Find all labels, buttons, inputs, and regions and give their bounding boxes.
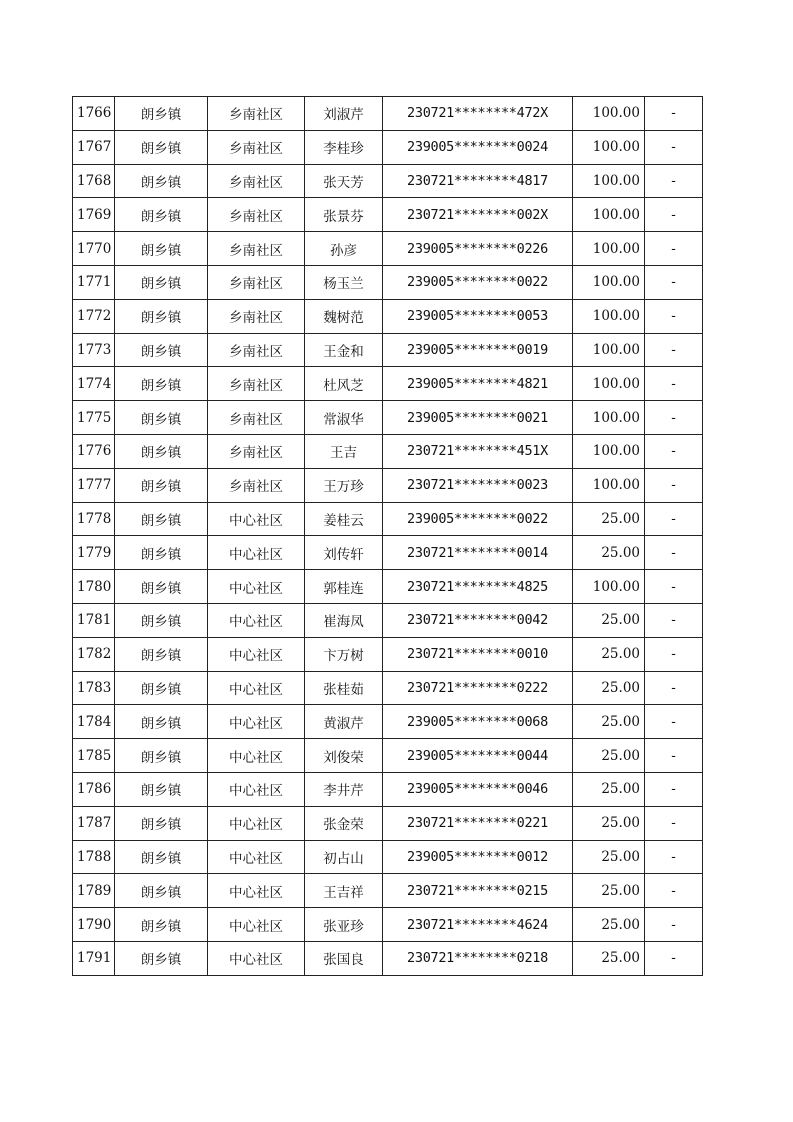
cell-person-name: 初占山: [305, 840, 383, 874]
cell-community: 乡南社区: [208, 130, 305, 164]
cell-community: 乡南社区: [208, 164, 305, 198]
cell-id-number: 230721********4825: [383, 570, 573, 604]
cell-community: 乡南社区: [208, 97, 305, 131]
cell-serial-number: 1770: [73, 232, 115, 266]
table-row: [73, 536, 703, 570]
table-row: [73, 570, 703, 604]
cell-note: -: [645, 637, 703, 671]
cell-person-name: 王万珍: [305, 468, 383, 502]
table-row: [73, 806, 703, 840]
cell-note: -: [645, 739, 703, 773]
table-row: [73, 265, 703, 299]
cell-note: -: [645, 333, 703, 367]
cell-amount: 100.00: [573, 265, 645, 299]
cell-amount: 100.00: [573, 164, 645, 198]
table-row: [73, 840, 703, 874]
cell-person-name: 王吉: [305, 434, 383, 468]
cell-note: -: [645, 367, 703, 401]
cell-town: 朗乡镇: [115, 164, 208, 198]
cell-town: 朗乡镇: [115, 434, 208, 468]
cell-person-name: 王金和: [305, 333, 383, 367]
table-row: [73, 401, 703, 435]
cell-id-number: 239005********0068: [383, 705, 573, 739]
cell-town: 朗乡镇: [115, 299, 208, 333]
cell-community: 中心社区: [208, 603, 305, 637]
table-row: [73, 772, 703, 806]
cell-community: 乡南社区: [208, 333, 305, 367]
cell-serial-number: 1781: [73, 603, 115, 637]
cell-amount: 25.00: [573, 772, 645, 806]
cell-serial-number: 1790: [73, 908, 115, 942]
cell-town: 朗乡镇: [115, 570, 208, 604]
cell-community: 乡南社区: [208, 299, 305, 333]
cell-note: -: [645, 705, 703, 739]
cell-note: -: [645, 198, 703, 232]
cell-note: -: [645, 840, 703, 874]
cell-person-name: 张国良: [305, 941, 383, 975]
cell-town: 朗乡镇: [115, 840, 208, 874]
cell-community: 中心社区: [208, 570, 305, 604]
cell-note: -: [645, 232, 703, 266]
table-row: [73, 739, 703, 773]
cell-amount: 25.00: [573, 941, 645, 975]
cell-town: 朗乡镇: [115, 806, 208, 840]
cell-id-number: 239005********0022: [383, 265, 573, 299]
table-row: [73, 333, 703, 367]
cell-town: 朗乡镇: [115, 671, 208, 705]
cell-serial-number: 1780: [73, 570, 115, 604]
cell-person-name: 李桂珍: [305, 130, 383, 164]
cell-community: 中心社区: [208, 637, 305, 671]
table-row: [73, 637, 703, 671]
cell-id-number: 239005********4821: [383, 367, 573, 401]
cell-id-number: 230721********0215: [383, 874, 573, 908]
cell-community: 中心社区: [208, 671, 305, 705]
table-row: [73, 130, 703, 164]
cell-person-name: 张景芬: [305, 198, 383, 232]
table-row: [73, 908, 703, 942]
cell-town: 朗乡镇: [115, 502, 208, 536]
cell-community: 乡南社区: [208, 367, 305, 401]
cell-id-number: 230721********0023: [383, 468, 573, 502]
cell-person-name: 张亚珍: [305, 908, 383, 942]
cell-amount: 100.00: [573, 299, 645, 333]
cell-note: -: [645, 265, 703, 299]
cell-amount: 100.00: [573, 198, 645, 232]
cell-community: 中心社区: [208, 502, 305, 536]
cell-serial-number: 1772: [73, 299, 115, 333]
table-body: [73, 97, 703, 976]
cell-town: 朗乡镇: [115, 333, 208, 367]
table-row: [73, 299, 703, 333]
cell-amount: 100.00: [573, 232, 645, 266]
cell-id-number: 230721********0014: [383, 536, 573, 570]
cell-id-number: 239005********0044: [383, 739, 573, 773]
cell-town: 朗乡镇: [115, 265, 208, 299]
cell-community: 中心社区: [208, 908, 305, 942]
cell-serial-number: 1783: [73, 671, 115, 705]
cell-note: -: [645, 536, 703, 570]
cell-amount: 25.00: [573, 671, 645, 705]
cell-note: -: [645, 130, 703, 164]
cell-person-name: 王吉祥: [305, 874, 383, 908]
cell-person-name: 张桂茹: [305, 671, 383, 705]
cell-serial-number: 1782: [73, 637, 115, 671]
table-row: [73, 97, 703, 131]
cell-community: 中心社区: [208, 941, 305, 975]
cell-person-name: 黄淑芹: [305, 705, 383, 739]
cell-community: 乡南社区: [208, 468, 305, 502]
cell-town: 朗乡镇: [115, 97, 208, 131]
table-row: [73, 232, 703, 266]
cell-town: 朗乡镇: [115, 772, 208, 806]
table-row: [73, 164, 703, 198]
cell-serial-number: 1769: [73, 198, 115, 232]
cell-person-name: 杜风芝: [305, 367, 383, 401]
cell-serial-number: 1768: [73, 164, 115, 198]
cell-town: 朗乡镇: [115, 401, 208, 435]
cell-town: 朗乡镇: [115, 367, 208, 401]
cell-id-number: 230721********4817: [383, 164, 573, 198]
cell-serial-number: 1789: [73, 874, 115, 908]
cell-amount: 100.00: [573, 333, 645, 367]
cell-serial-number: 1785: [73, 739, 115, 773]
cell-note: -: [645, 908, 703, 942]
table-row: [73, 705, 703, 739]
cell-id-number: 239005********0022: [383, 502, 573, 536]
cell-town: 朗乡镇: [115, 908, 208, 942]
cell-person-name: 刘俊荣: [305, 739, 383, 773]
cell-note: -: [645, 874, 703, 908]
cell-town: 朗乡镇: [115, 739, 208, 773]
cell-community: 中心社区: [208, 840, 305, 874]
cell-amount: 25.00: [573, 536, 645, 570]
cell-id-number: 239005********0024: [383, 130, 573, 164]
cell-serial-number: 1791: [73, 941, 115, 975]
cell-serial-number: 1767: [73, 130, 115, 164]
subsidy-table: [72, 96, 703, 976]
cell-town: 朗乡镇: [115, 874, 208, 908]
cell-id-number: 230721********0010: [383, 637, 573, 671]
cell-note: -: [645, 434, 703, 468]
cell-amount: 100.00: [573, 367, 645, 401]
cell-community: 乡南社区: [208, 401, 305, 435]
table-row: [73, 603, 703, 637]
cell-person-name: 张天芳: [305, 164, 383, 198]
cell-note: -: [645, 570, 703, 604]
table-row: [73, 198, 703, 232]
cell-amount: 100.00: [573, 130, 645, 164]
cell-serial-number: 1773: [73, 333, 115, 367]
cell-id-number: 230721********472X: [383, 97, 573, 131]
cell-person-name: 姜桂云: [305, 502, 383, 536]
cell-person-name: 郭桂连: [305, 570, 383, 604]
cell-person-name: 常淑华: [305, 401, 383, 435]
cell-note: -: [645, 806, 703, 840]
table-row: [73, 367, 703, 401]
cell-community: 中心社区: [208, 739, 305, 773]
cell-community: 中心社区: [208, 772, 305, 806]
cell-amount: 100.00: [573, 97, 645, 131]
cell-serial-number: 1777: [73, 468, 115, 502]
cell-town: 朗乡镇: [115, 198, 208, 232]
cell-note: -: [645, 671, 703, 705]
cell-amount: 25.00: [573, 840, 645, 874]
cell-serial-number: 1788: [73, 840, 115, 874]
cell-person-name: 张金荣: [305, 806, 383, 840]
cell-person-name: 魏树范: [305, 299, 383, 333]
cell-id-number: 230721********4624: [383, 908, 573, 942]
table-row: [73, 941, 703, 975]
cell-id-number: 230721********451X: [383, 434, 573, 468]
cell-community: 中心社区: [208, 806, 305, 840]
cell-note: -: [645, 772, 703, 806]
cell-note: -: [645, 164, 703, 198]
cell-id-number: 239005********0019: [383, 333, 573, 367]
cell-amount: 100.00: [573, 468, 645, 502]
cell-town: 朗乡镇: [115, 232, 208, 266]
cell-community: 乡南社区: [208, 198, 305, 232]
cell-note: -: [645, 401, 703, 435]
cell-town: 朗乡镇: [115, 536, 208, 570]
table-row: [73, 468, 703, 502]
cell-id-number: 230721********0042: [383, 603, 573, 637]
cell-amount: 25.00: [573, 739, 645, 773]
cell-town: 朗乡镇: [115, 468, 208, 502]
cell-amount: 25.00: [573, 908, 645, 942]
cell-town: 朗乡镇: [115, 705, 208, 739]
cell-serial-number: 1787: [73, 806, 115, 840]
cell-amount: 25.00: [573, 502, 645, 536]
cell-id-number: 230721********0218: [383, 941, 573, 975]
cell-note: -: [645, 299, 703, 333]
cell-community: 中心社区: [208, 536, 305, 570]
cell-amount: 100.00: [573, 570, 645, 604]
cell-person-name: 卞万树: [305, 637, 383, 671]
cell-note: -: [645, 603, 703, 637]
cell-serial-number: 1778: [73, 502, 115, 536]
cell-town: 朗乡镇: [115, 941, 208, 975]
cell-person-name: 崔海凤: [305, 603, 383, 637]
cell-serial-number: 1775: [73, 401, 115, 435]
cell-person-name: 杨玉兰: [305, 265, 383, 299]
cell-amount: 100.00: [573, 434, 645, 468]
cell-serial-number: 1776: [73, 434, 115, 468]
cell-serial-number: 1786: [73, 772, 115, 806]
cell-serial-number: 1771: [73, 265, 115, 299]
cell-amount: 25.00: [573, 637, 645, 671]
cell-id-number: 230721********002X: [383, 198, 573, 232]
cell-id-number: 239005********0046: [383, 772, 573, 806]
cell-person-name: 李井芹: [305, 772, 383, 806]
cell-amount: 25.00: [573, 874, 645, 908]
cell-amount: 25.00: [573, 705, 645, 739]
cell-amount: 25.00: [573, 603, 645, 637]
cell-serial-number: 1774: [73, 367, 115, 401]
table-row: [73, 502, 703, 536]
cell-note: -: [645, 97, 703, 131]
cell-person-name: 刘传轩: [305, 536, 383, 570]
cell-community: 乡南社区: [208, 265, 305, 299]
cell-serial-number: 1784: [73, 705, 115, 739]
cell-amount: 100.00: [573, 401, 645, 435]
cell-person-name: 刘淑芹: [305, 97, 383, 131]
cell-id-number: 239005********0021: [383, 401, 573, 435]
cell-person-name: 孙彦: [305, 232, 383, 266]
cell-town: 朗乡镇: [115, 637, 208, 671]
cell-serial-number: 1779: [73, 536, 115, 570]
cell-id-number: 239005********0053: [383, 299, 573, 333]
cell-serial-number: 1766: [73, 97, 115, 131]
cell-town: 朗乡镇: [115, 130, 208, 164]
cell-community: 乡南社区: [208, 434, 305, 468]
cell-amount: 25.00: [573, 806, 645, 840]
table-row: [73, 874, 703, 908]
cell-town: 朗乡镇: [115, 603, 208, 637]
cell-id-number: 230721********0221: [383, 806, 573, 840]
cell-community: 中心社区: [208, 705, 305, 739]
cell-id-number: 239005********0012: [383, 840, 573, 874]
cell-note: -: [645, 941, 703, 975]
document-page: [72, 96, 702, 976]
cell-community: 乡南社区: [208, 232, 305, 266]
table-row: [73, 671, 703, 705]
cell-id-number: 239005********0226: [383, 232, 573, 266]
cell-id-number: 230721********0222: [383, 671, 573, 705]
table-row: [73, 434, 703, 468]
cell-note: -: [645, 502, 703, 536]
cell-note: -: [645, 468, 703, 502]
cell-community: 中心社区: [208, 874, 305, 908]
